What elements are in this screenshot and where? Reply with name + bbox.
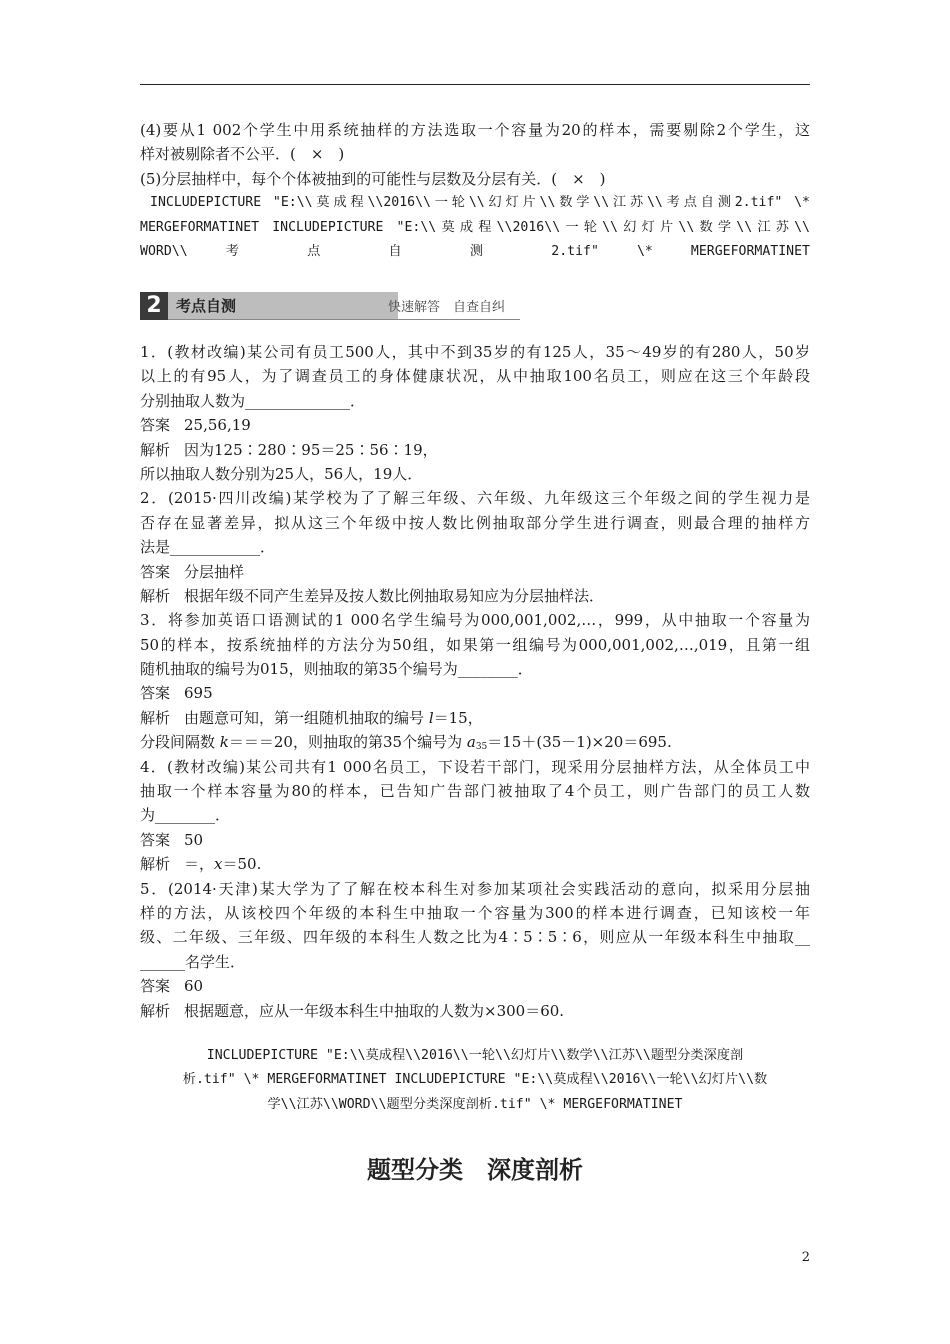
math-var: a	[466, 733, 476, 752]
analysis-text: 由题意可知，第一组随机抽取的编号	[184, 708, 425, 727]
question-5-line: ______名学生．	[140, 952, 246, 971]
answer-label: 答案	[140, 562, 171, 581]
question-2-line: 2．(2015·四川改编)某学校为了了解三年级、六年级、九年级这三个年级之间的学生视力是	[140, 489, 810, 508]
question-1-analysis-cont: 所以抽取人数分别为25人，56人，19人．	[140, 464, 423, 483]
question-4-line: 4．(教材改编)某公司共有1 000名员工，下设若干部门，现采用分层抽样方法，从全体员工中	[140, 757, 810, 776]
question-2-line: 法是____________．	[140, 538, 276, 557]
analysis-text: 根据题意，应从一年级本科生中抽取的人数为×300＝60.	[184, 1001, 565, 1020]
question-2-analysis	[140, 584, 810, 608]
question-3-answer	[140, 681, 810, 705]
answer-value: 60	[184, 977, 204, 996]
question-3-analysis-cont	[140, 730, 810, 754]
judgment-item-4-line-2: 样对被剔除者不公平．( × )	[140, 145, 345, 164]
analysis-text: ＝15，	[433, 708, 483, 727]
question-2-answer	[140, 560, 810, 584]
top-block	[140, 118, 810, 264]
question-5-answer	[140, 974, 810, 998]
analysis-label: 解析	[140, 855, 171, 874]
question-1-analysis	[140, 438, 810, 462]
question-2-line: 否存在显著差异，拟从这三个年级中按人数比例抽取部分学生进行调查，则最合理的抽样方	[140, 513, 810, 532]
math-var: l	[428, 708, 434, 727]
answer-value: 25,56,19	[184, 416, 251, 435]
question-5-analysis	[140, 999, 810, 1023]
question-4-line: 为________．	[140, 806, 231, 825]
field-code-line: INCLUDEPICTURE "E:\\莫成程\\2016\\一轮\\幻灯片\\数学\\江苏\\考点自测2.tif" \*	[150, 195, 810, 211]
judgment-item-4-line-1: (4)要从1 002个学生中用系统抽样的方法选取一个容量为20的样本，需要剔除2个学生，这	[140, 121, 810, 139]
field-code-line: 析.tif" \* MERGEFORMATINET INCLUDEPICTURE "E:\\莫成程\\2016\\一轮\\幻灯片\\数	[182, 1072, 768, 1088]
math-var: k	[219, 733, 229, 752]
question-5-line: 级、二年级、三年级、四年级的本科生人数之比为4∶5∶5∶6，则应从一年级本科生中抽取__	[140, 928, 810, 947]
field-code-block	[140, 1044, 810, 1117]
question-3-line: 随机抽取的编号为015，则抽取的第35个编号为________．	[140, 660, 533, 679]
answer-value: 695	[184, 684, 213, 703]
question-3-line: 50的样本，按系统抽样的方法分为50组，如果第一组编号为000,001,002,…,019，且第一组	[140, 635, 810, 654]
question-4-line: 抽取一个样本容量为80的样本，已告知广告部门被抽取了4个员工，则广告部门的员工人数	[140, 782, 810, 801]
question-4-answer	[140, 828, 810, 852]
section-banner	[140, 292, 520, 320]
question-1-line: 以上的有95人，为了调查员工的身体健康状况，从中抽取100名员工，则应在这三个年龄段	[140, 367, 810, 386]
question-1-answer	[140, 413, 810, 437]
field-code-line: INCLUDEPICTURE "E:\\莫成程\\2016\\一轮\\幻灯片\\数学\\江苏\\题型分类深度剖	[206, 1048, 744, 1063]
analysis-label: 解析	[140, 708, 171, 727]
field-code-line: MERGEFORMATINET INCLUDEPICTURE "E:\\莫成程\\2016\\一轮\\幻灯片\\数学\\江苏\\	[140, 219, 810, 235]
judgment-item-5: (5)分层抽样中，每个个体被抽到的可能性与层数及分层有关．( × )	[140, 169, 606, 188]
analysis-text: ＝50.	[222, 855, 262, 874]
analysis-text: ＝，	[184, 855, 215, 874]
questions-block	[140, 340, 810, 1023]
section-tagline: 快速解答 自查自纠	[388, 300, 506, 315]
analysis-label: 解析	[140, 440, 171, 459]
answer-label: 答案	[140, 830, 171, 849]
answer-label: 答案	[140, 416, 171, 435]
answer-label: 答案	[140, 977, 171, 996]
analysis-text: 分段间隔数	[140, 733, 216, 752]
question-5-line: 5．(2014·天津)某大学为了了解在校本科生对参加某项社会实践活动的意向，拟采用分层抽	[140, 879, 810, 898]
section-number: 2	[140, 292, 168, 320]
question-1-line: 1．(教材改编)某公司有员工500人，其中不到35岁的有125人，35～49岁的有280人，50岁	[140, 343, 810, 361]
question-5-line: 样的方法，从该校四个年级的本科生中抽取一个容量为300的样本进行调查，已知该校一年	[140, 903, 810, 922]
question-1-line: 分别抽取人数为______________．	[140, 391, 366, 410]
answer-value: 50	[184, 830, 204, 849]
analysis-label: 解析	[140, 1001, 171, 1020]
math-var: x	[214, 855, 223, 874]
math-subscript: 35	[475, 742, 488, 753]
analysis-label: 解析	[140, 586, 171, 605]
answer-label: 答案	[140, 684, 171, 703]
answer-value: 分层抽样	[184, 562, 245, 581]
page-number: 2	[801, 1250, 810, 1265]
field-code-line: WORD\\ 考 点 自 测 2.tif" \* MERGEFORMATINET	[140, 243, 810, 259]
question-3-line: 3．将参加英语口语测试的1 000名学生编号为000,001,002,…，999，从中抽取一个容量为	[140, 611, 810, 630]
field-code-line: 学\\江苏\\WORD\\题型分类深度剖析.tif" \* MERGEFORMATINET	[267, 1096, 683, 1112]
analysis-text: ＝15＋(35－1)×20＝695.	[487, 733, 672, 752]
section-title: 考点自测	[176, 297, 237, 315]
analysis-text: 因为125∶280∶95＝25∶56∶19，	[184, 440, 438, 459]
banner-underline	[168, 319, 520, 320]
question-4-analysis	[140, 852, 810, 876]
analysis-text: ＝＝＝20，则抽取的第35个编号为	[228, 733, 463, 752]
analysis-text: 根据年级不同产生差异及按人数比例抽取易知应为分层抽样法．	[184, 586, 605, 605]
header-rule	[140, 84, 810, 85]
question-3-analysis	[140, 706, 810, 730]
section-heading: 题型分类 深度剖析	[367, 1156, 583, 1184]
